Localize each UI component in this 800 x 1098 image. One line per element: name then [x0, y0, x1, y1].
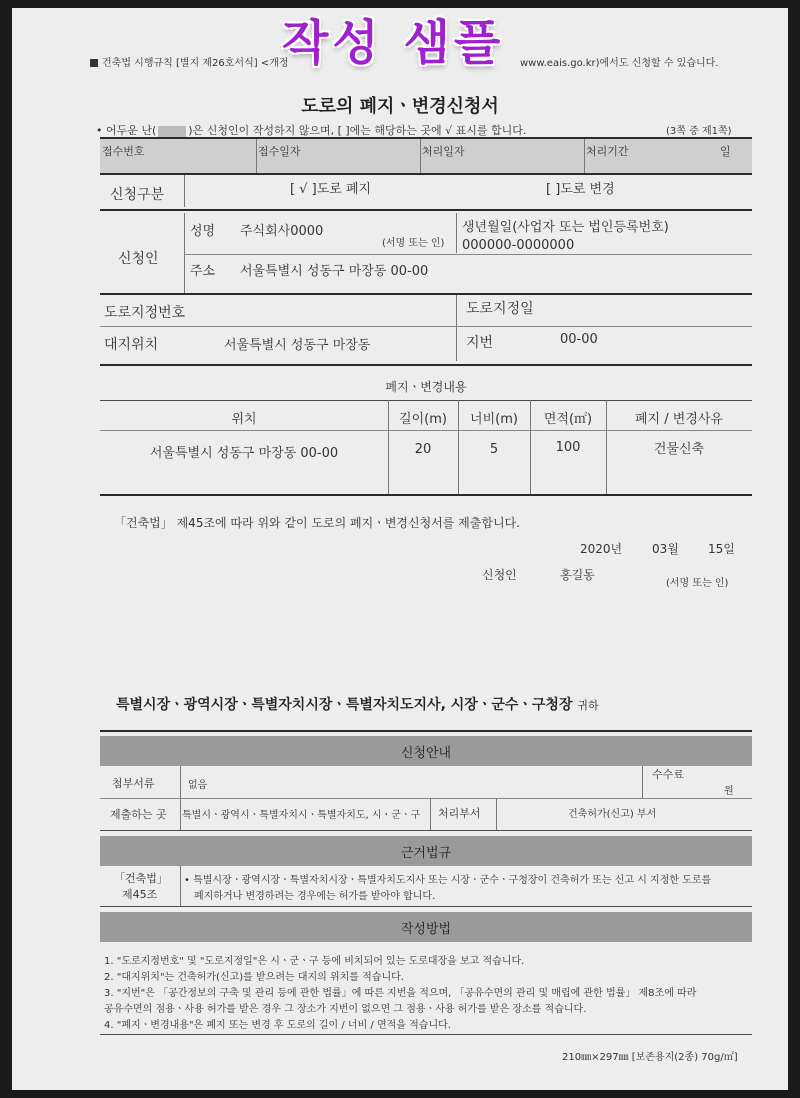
row-divider: [100, 400, 752, 401]
date-day: 15일: [708, 542, 735, 556]
signer-sign-note: (서명 또는 인): [666, 578, 729, 589]
section-border: [100, 173, 752, 175]
addressee: [116, 694, 599, 714]
dark-cell-sample: [158, 126, 186, 137]
receipt-no-label: 접수번호: [102, 145, 145, 158]
designation-no-label: 도로지정번호: [104, 305, 186, 321]
divider: [430, 798, 431, 830]
change-details-title: 폐지ㆍ변경내용: [385, 380, 467, 394]
square-bullet-icon: [90, 59, 98, 67]
form-paper: [12, 8, 788, 1090]
submit-label: 제출하는 곳: [110, 808, 167, 821]
row-length: 20: [414, 442, 432, 457]
note-mid: )은 신청인이 작성하지 않으며, [ ]에는 해당하는 곳에 √ 표시를 합니다.: [188, 124, 527, 137]
name-value: 주식회사0000: [240, 224, 324, 239]
birth-label: 생년월일(사업자 또는 법인등록번호): [462, 220, 669, 235]
section-border: [100, 494, 752, 496]
bottom-border: [100, 1034, 752, 1035]
date-month: 03월: [652, 542, 679, 556]
section-border: [100, 209, 752, 211]
method-title: 작성방법: [400, 922, 452, 937]
site-value: 서울특별시 성동구 마장동: [224, 338, 371, 353]
row-divider: [100, 326, 752, 327]
applicant-label: 신청인: [118, 251, 159, 267]
process-period-unit: 일: [720, 145, 731, 158]
address-label: 주소: [190, 264, 216, 279]
declaration-text: 「건축법」 제45조에 따라 위와 같이 도로의 폐지ㆍ변경신청서를 제출합니다.: [114, 516, 520, 530]
birth-value: 000000-0000000: [462, 238, 575, 253]
section-border: [100, 364, 752, 366]
divider: [496, 798, 497, 830]
application-type-label: 신청구분: [110, 187, 165, 203]
row-divider: [100, 430, 752, 431]
method-item-3-cont: 공유수면의 점용ㆍ사용 허가를 받은 경우 그 장소가 지번이 없으면 그 점용ㆍ사용 허가를 받은 장소를 적습니다.: [104, 1004, 587, 1015]
sample-watermark: 작성 샘플: [282, 15, 505, 71]
row-divider: [100, 830, 752, 831]
submit-value: 특별시ㆍ광역시ㆍ특별자치시ㆍ특별자치도, 시ㆍ군ㆍ구: [182, 810, 421, 821]
col-header-length: 길이(m): [399, 412, 447, 427]
option-road-change[interactable]: [ ]도로 변경: [546, 182, 615, 197]
option-road-abolish[interactable]: [ √ ]도로 폐지: [290, 182, 372, 197]
regulation-text: 건축법 시행규칙 [별지 제26호서식] <개정: [102, 58, 289, 69]
lot-value: 00-00: [560, 332, 598, 347]
col-header-location: 위치: [231, 412, 257, 427]
divider: [584, 139, 585, 173]
attach-label: 첨부서류: [112, 777, 155, 790]
addressee-text: 특별시장ㆍ광역시장ㆍ특별자치시장ㆍ특별자치도지사, 시장ㆍ군수ㆍ구청장: [116, 697, 573, 713]
online-notice: www.eais.go.kr)에서도 신청할 수 있습니다.: [520, 58, 719, 69]
law-name: 「건축법」: [114, 872, 168, 885]
divider: [184, 175, 185, 207]
divider: [180, 866, 181, 906]
row-divider: [100, 906, 752, 907]
method-item-1: 1. "도로지정번호" 및 "도로지정일"은 시ㆍ군ㆍ구 등에 비치되어 있는 도로대장을 보고 적습니다.: [104, 956, 525, 967]
paper-spec: 210㎜×297㎜ [보존용지(2종) 70g/㎡]: [562, 1052, 738, 1063]
divider: [456, 213, 457, 253]
fill-note: [96, 122, 526, 138]
row-width: 5: [489, 442, 499, 457]
row-divider: [100, 798, 752, 799]
divider: [456, 295, 457, 361]
law-article: 제45조: [122, 888, 158, 901]
page-indicator: (3쪽 중 제1쪽): [666, 126, 732, 137]
divider: [420, 139, 421, 173]
fee-label: 수수료: [652, 768, 684, 781]
signer-label: 신청인: [482, 568, 517, 582]
addressee-suffix: 귀하: [577, 699, 599, 712]
signer-name: 홍길동: [560, 568, 595, 582]
method-item-3: 3. "지번"은 「공간정보의 구축 및 관리 등에 관한 법률」에 따른 지번을 적으며, 「공유수면의 관리 및 매립에 관한 법률」 제8조에 따라: [104, 988, 697, 999]
section-border: [100, 293, 752, 295]
row-location: 서울특별시 성동구 마장동 00-00: [149, 446, 339, 461]
row-divider: [184, 254, 752, 255]
dept-value: 건축허가(신고) 부서: [568, 809, 657, 820]
method-item-4: 4. "폐지ㆍ변경내용"은 폐지 또는 변경 후 도로의 길이 / 너비 / 면적을 적습니다.: [104, 1020, 451, 1031]
designation-date-label: 도로지정일: [466, 301, 534, 317]
divider: [256, 139, 257, 173]
address-value: 서울특별시 성동구 마장동 00-00: [240, 264, 429, 279]
col-header-width: 너비(m): [470, 412, 518, 427]
name-label: 성명: [190, 224, 216, 239]
legal-title: 근거법규: [400, 846, 452, 861]
divider: [184, 213, 185, 293]
divider: [642, 766, 643, 798]
col-header-area: 면적(㎡): [543, 412, 593, 427]
lot-label: 지번: [466, 335, 494, 351]
form-regulation-line: [90, 54, 289, 69]
row-area: 100: [555, 440, 581, 455]
form-title: 도로의 폐지ㆍ변경신청서: [301, 96, 499, 117]
row-reason: 건물신축: [653, 442, 705, 457]
date-year: 2020년: [580, 542, 623, 556]
receipt-date-label: 접수일자: [258, 145, 301, 158]
guide-title: 신청안내: [400, 746, 452, 761]
attach-value: 없음: [188, 780, 208, 791]
site-label: 대지위치: [104, 337, 159, 353]
process-period-label: 처리기간: [586, 145, 629, 158]
method-item-2: 2. "대지위치"는 건축허가(신고)를 받으려는 대지의 위치를 적습니다.: [104, 972, 404, 983]
col-header-reason: 폐지 / 변경사유: [635, 412, 723, 427]
guide-top-border: [100, 730, 752, 732]
note-left: • 어두운 난(: [96, 124, 157, 137]
legal-text-line2: 폐지하거나 변경하려는 경우에는 허가를 받아야 합니다.: [194, 891, 436, 902]
legal-text-line1: • 특별시장ㆍ광역시장ㆍ특별자치시장ㆍ특별자치도지사 또는 시장ㆍ군수ㆍ구청장이 건축허가 또는 신고 시 지정한 도로를: [184, 875, 712, 886]
name-sign-note: (서명 또는 인): [382, 238, 445, 249]
fee-unit: 원: [724, 786, 734, 797]
dept-label: 처리부서: [438, 807, 481, 820]
process-date-label: 처리일자: [422, 145, 465, 158]
